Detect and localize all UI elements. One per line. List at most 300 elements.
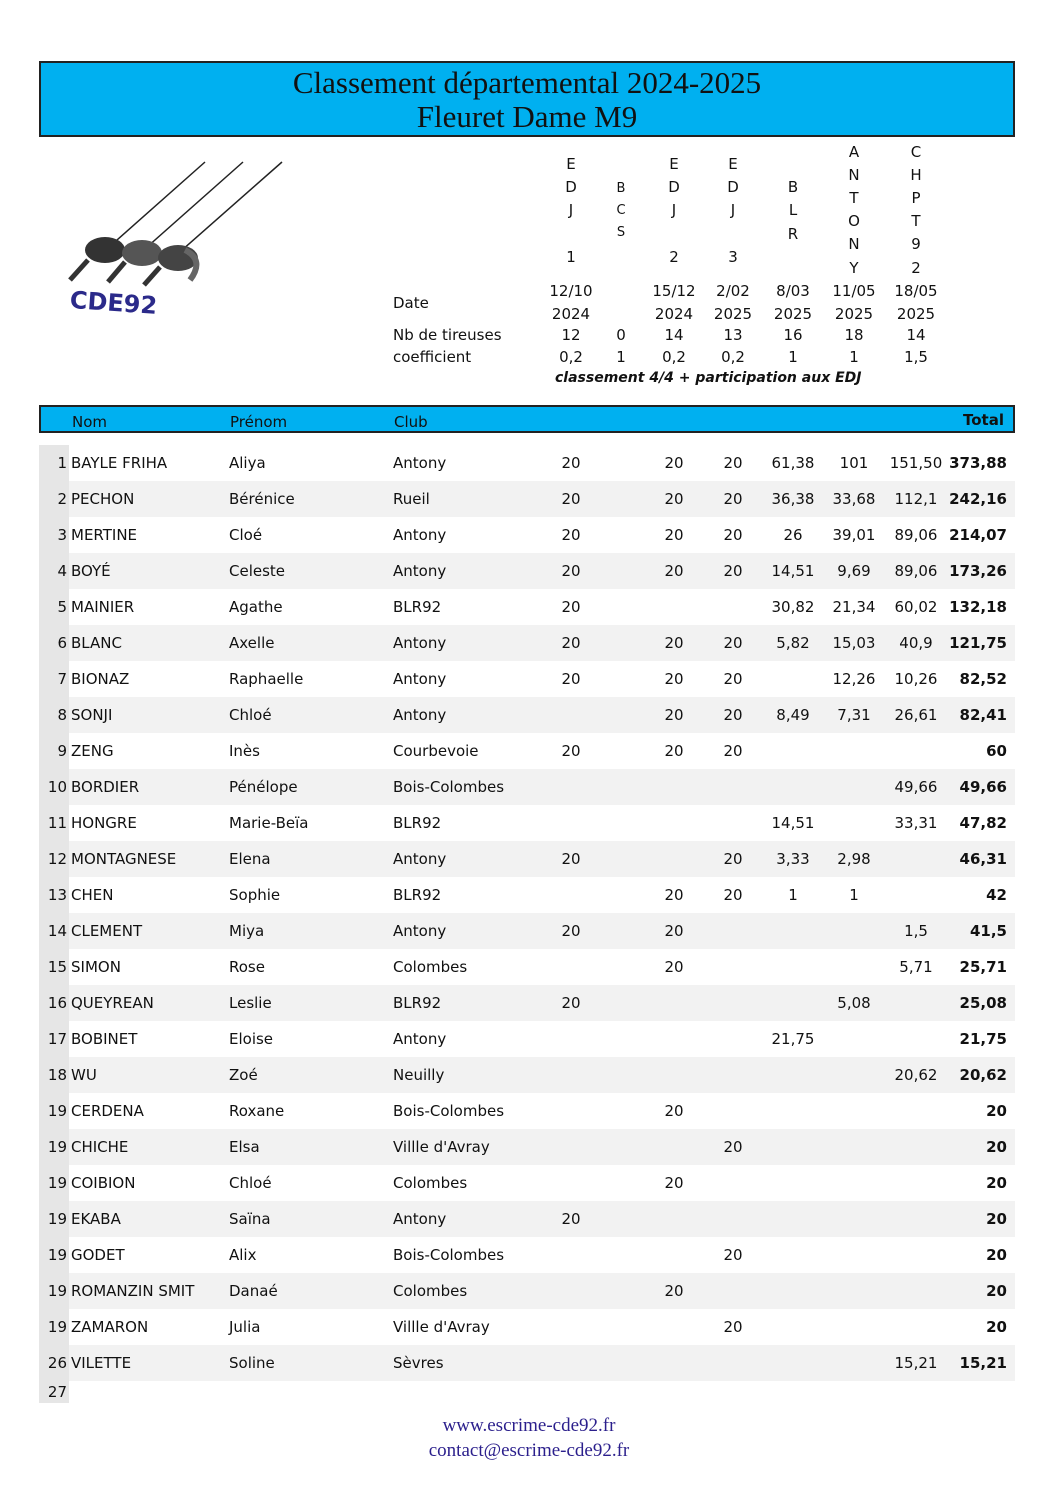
event-nb-tireuses: 14 bbox=[906, 326, 926, 344]
event-letter: Y bbox=[849, 259, 859, 277]
row-nom: QUEYREAN bbox=[71, 994, 154, 1012]
footer-email[interactable]: contact@escrime-cde92.fr bbox=[428, 1440, 630, 1461]
row-club: Antony bbox=[393, 670, 447, 688]
row-club: Colombes bbox=[393, 1282, 468, 1300]
event-letter: H bbox=[910, 166, 922, 184]
row-nom: WU bbox=[71, 1066, 97, 1084]
row-club: Antony bbox=[393, 850, 447, 868]
row-nom: ZENG bbox=[71, 742, 114, 760]
event-coefficient: 1 bbox=[849, 348, 859, 366]
event-nb-tireuses: 12 bbox=[561, 326, 581, 344]
row-score: 49,66 bbox=[894, 778, 938, 796]
row-nom: BOBINET bbox=[71, 1030, 138, 1048]
row-club: Antony bbox=[393, 706, 447, 724]
row-nom: ZAMARON bbox=[71, 1318, 149, 1336]
event-coefficient: 0,2 bbox=[559, 348, 583, 366]
row-club: Colombes bbox=[393, 958, 468, 976]
row-score: 20 bbox=[664, 886, 684, 904]
row-score: 20 bbox=[664, 706, 684, 724]
row-club: BLR92 bbox=[393, 886, 442, 904]
row-score: 5,71 bbox=[899, 958, 933, 976]
row-prenom: Chloé bbox=[229, 706, 272, 724]
row-club: Courbevoie bbox=[393, 742, 479, 760]
row-score: 20 bbox=[664, 958, 684, 976]
table-row bbox=[39, 877, 1015, 913]
row-score: 20 bbox=[664, 526, 684, 544]
row-score: 20 bbox=[664, 670, 684, 688]
row-score: 151,50 bbox=[889, 454, 943, 472]
table-row bbox=[39, 1021, 1015, 1057]
table-row bbox=[39, 553, 1015, 589]
row-nom: BORDIER bbox=[71, 778, 140, 796]
row-prenom: Eloise bbox=[229, 1030, 274, 1048]
event-letter: E bbox=[566, 155, 576, 173]
row-rank: 12 bbox=[39, 841, 69, 877]
event-letter: B bbox=[616, 181, 626, 196]
event-letter: B bbox=[787, 178, 799, 196]
row-club: BLR92 bbox=[393, 994, 442, 1012]
event-letter: D bbox=[565, 178, 577, 196]
footer-website[interactable]: www.escrime-cde92.fr bbox=[442, 1415, 616, 1436]
row-club: Antony bbox=[393, 454, 447, 472]
row-nom: CHEN bbox=[71, 886, 114, 904]
table-row bbox=[39, 445, 1015, 481]
row-score: 20 bbox=[723, 706, 743, 724]
row-total: 20 bbox=[986, 1318, 1007, 1336]
row-score: 2,98 bbox=[837, 850, 871, 868]
row-score: 61,38 bbox=[771, 454, 815, 472]
row-score: 20 bbox=[723, 1138, 743, 1156]
row-rank: 1 bbox=[39, 445, 69, 481]
row-score: 14,51 bbox=[771, 562, 815, 580]
row-club: Antony bbox=[393, 1210, 447, 1228]
coefficient-label: coefficient bbox=[393, 348, 472, 366]
row-score: 89,06 bbox=[894, 562, 938, 580]
row-rank: 19 bbox=[39, 1201, 69, 1237]
event-letter: 3 bbox=[728, 248, 738, 266]
row-score: 101 bbox=[839, 454, 869, 472]
table-row bbox=[39, 589, 1015, 625]
row-total: 214,07 bbox=[949, 526, 1007, 544]
row-score: 20 bbox=[723, 1246, 743, 1264]
row-club: Bois-Colombes bbox=[393, 1246, 505, 1264]
ranking-note: classement 4/4 + participation aux EDJ bbox=[555, 370, 862, 386]
row-club: Colombes bbox=[393, 1174, 468, 1192]
row-rank: 10 bbox=[39, 769, 69, 805]
event-year: 2025 bbox=[773, 305, 813, 323]
event-letter: E bbox=[728, 155, 738, 173]
table-row bbox=[39, 913, 1015, 949]
event-year: 2025 bbox=[713, 305, 753, 323]
row-prenom: Alix bbox=[229, 1246, 257, 1264]
event-date: 11/05 bbox=[832, 282, 876, 300]
row-club: Antony bbox=[393, 526, 447, 544]
row-prenom: Cloé bbox=[229, 526, 263, 544]
row-score: 36,38 bbox=[771, 490, 815, 508]
row-total: 132,18 bbox=[949, 598, 1007, 616]
row-total: 20 bbox=[986, 1246, 1007, 1264]
row-score: 20 bbox=[664, 634, 684, 652]
row-nom: MERTINE bbox=[71, 526, 138, 544]
row-prenom: Leslie bbox=[229, 994, 272, 1012]
row-nom: PECHON bbox=[71, 490, 135, 508]
row-score: 20 bbox=[664, 454, 684, 472]
row-prenom: Miya bbox=[229, 922, 265, 940]
row-total: 41,5 bbox=[969, 922, 1007, 940]
row-club: Antony bbox=[393, 562, 447, 580]
title-line1: Classement départemental 2024-2025 bbox=[292, 65, 762, 100]
date-label: Date bbox=[393, 294, 429, 312]
event-letter: D bbox=[668, 178, 680, 196]
row-score: 15,21 bbox=[894, 1354, 938, 1372]
table-row bbox=[39, 661, 1015, 697]
row-total: 46,31 bbox=[959, 850, 1007, 868]
row-prenom: Bérénice bbox=[229, 490, 295, 508]
event-year: 2025 bbox=[896, 305, 936, 323]
row-score: 30,82 bbox=[771, 598, 815, 616]
row-club: Sèvres bbox=[393, 1354, 444, 1372]
row-total: 15,21 bbox=[959, 1354, 1007, 1372]
row-score: 15,03 bbox=[832, 634, 876, 652]
event-coefficient: 0,2 bbox=[662, 348, 686, 366]
row-total: 20 bbox=[986, 1138, 1007, 1156]
table-row bbox=[39, 985, 1015, 1021]
event-letter: D bbox=[727, 178, 739, 196]
row-score: 20 bbox=[561, 562, 581, 580]
row-total: 20 bbox=[986, 1210, 1007, 1228]
event-letter: S bbox=[616, 225, 626, 240]
row-score: 3,33 bbox=[776, 850, 810, 868]
row-club: Neuilly bbox=[393, 1066, 445, 1084]
row-score: 20 bbox=[664, 1102, 684, 1120]
row-score: 20 bbox=[723, 634, 743, 652]
row-rank: 6 bbox=[39, 625, 69, 661]
row-club: Rueil bbox=[393, 490, 430, 508]
row-rank: 19 bbox=[39, 1129, 69, 1165]
row-score: 20 bbox=[723, 454, 743, 472]
row-total: 82,52 bbox=[959, 670, 1007, 688]
row-prenom: Saïna bbox=[229, 1210, 271, 1228]
row-rank: 11 bbox=[39, 805, 69, 841]
row-score: 20 bbox=[561, 922, 581, 940]
row-total: 60 bbox=[986, 742, 1007, 760]
table-row bbox=[39, 625, 1015, 661]
row-rank: 2 bbox=[39, 481, 69, 517]
footer bbox=[0, 1413, 1058, 1463]
row-rank: 17 bbox=[39, 1021, 69, 1057]
row-score: 20 bbox=[561, 634, 581, 652]
event-letter: 2 bbox=[669, 248, 679, 266]
row-prenom: Roxane bbox=[229, 1102, 285, 1120]
table-row bbox=[39, 481, 1015, 517]
row-total: 242,16 bbox=[949, 490, 1007, 508]
event-letter: C bbox=[910, 143, 922, 161]
row-prenom: Elsa bbox=[229, 1138, 260, 1156]
row-rank: 16 bbox=[39, 985, 69, 1021]
row-rank: 19 bbox=[39, 1237, 69, 1273]
event-nb-tireuses: 16 bbox=[783, 326, 803, 344]
row-prenom: Raphaelle bbox=[229, 670, 304, 688]
row-prenom: Aliya bbox=[229, 454, 266, 472]
event-letter: 2 bbox=[911, 259, 921, 277]
row-score: 5,82 bbox=[776, 634, 810, 652]
row-score: 20,62 bbox=[894, 1066, 938, 1084]
event-year: 2024 bbox=[654, 305, 694, 323]
row-prenom: Pénélope bbox=[229, 778, 298, 796]
row-score: 1 bbox=[788, 886, 798, 904]
row-score: 20 bbox=[561, 1210, 581, 1228]
event-year: 2024 bbox=[551, 305, 591, 323]
row-total: 20 bbox=[986, 1102, 1007, 1120]
row-total: 47,82 bbox=[959, 814, 1007, 832]
event-letter: A bbox=[848, 143, 860, 161]
row-score: 20 bbox=[664, 562, 684, 580]
row-club: BLR92 bbox=[393, 598, 442, 616]
event-letter: J bbox=[671, 201, 677, 219]
table-row bbox=[39, 733, 1015, 769]
row-prenom: Danaé bbox=[229, 1282, 278, 1300]
event-year: 2025 bbox=[834, 305, 874, 323]
header-total: Total bbox=[963, 411, 1004, 429]
nb-tireuses-label: Nb de tireuses bbox=[393, 326, 502, 344]
row-rank: 14 bbox=[39, 913, 69, 949]
row-nom: MAINIER bbox=[71, 598, 135, 616]
row-score: 112,1 bbox=[894, 490, 938, 508]
event-letter: O bbox=[848, 212, 860, 230]
row-score: 20 bbox=[561, 454, 581, 472]
row-rank: 19 bbox=[39, 1309, 69, 1345]
table-row bbox=[39, 1093, 1015, 1129]
row-score: 33,68 bbox=[832, 490, 876, 508]
table-row bbox=[39, 769, 1015, 805]
row-score: 20 bbox=[561, 850, 581, 868]
row-score: 20 bbox=[723, 526, 743, 544]
event-letter: N bbox=[848, 235, 860, 253]
table-row bbox=[39, 1057, 1015, 1093]
row-total: 49,66 bbox=[959, 778, 1007, 796]
table-row bbox=[39, 841, 1015, 877]
row-prenom: Soline bbox=[229, 1354, 275, 1372]
row-score: 20 bbox=[723, 886, 743, 904]
row-rank: 5 bbox=[39, 589, 69, 625]
row-prenom: Julia bbox=[229, 1318, 261, 1336]
row-score: 20 bbox=[561, 742, 581, 760]
row-total: 25,08 bbox=[959, 994, 1007, 1012]
row-prenom: Celeste bbox=[229, 562, 286, 580]
row-total: 20 bbox=[986, 1174, 1007, 1192]
event-coefficient: 0,2 bbox=[721, 348, 745, 366]
table-row bbox=[39, 1129, 1015, 1165]
row-club: Antony bbox=[393, 922, 447, 940]
event-letter: L bbox=[788, 201, 798, 219]
event-letter: N bbox=[848, 166, 860, 184]
event-letter: J bbox=[568, 201, 574, 219]
row-total: 173,26 bbox=[949, 562, 1007, 580]
row-score: 20 bbox=[723, 562, 743, 580]
event-letter: E bbox=[669, 155, 679, 173]
row-rank: 3 bbox=[39, 517, 69, 553]
row-score: 20 bbox=[664, 1174, 684, 1192]
row-rank: 13 bbox=[39, 877, 69, 913]
row-club: Bois-Colombes bbox=[393, 778, 505, 796]
row-total: 82,41 bbox=[959, 706, 1007, 724]
header-nom: Nom bbox=[72, 413, 108, 431]
row-score: 20 bbox=[723, 490, 743, 508]
row-prenom: Agathe bbox=[229, 598, 283, 616]
row-rank: 26 bbox=[39, 1345, 69, 1381]
row-score: 1,5 bbox=[904, 922, 928, 940]
row-rank: 19 bbox=[39, 1273, 69, 1309]
event-nb-tireuses: 13 bbox=[723, 326, 743, 344]
table-row bbox=[39, 1309, 1015, 1345]
logo-text: CDE92 bbox=[68, 285, 159, 320]
event-letter: C bbox=[616, 203, 626, 218]
row-score: 26,61 bbox=[894, 706, 938, 724]
row-score: 5,08 bbox=[837, 994, 871, 1012]
row-score: 20 bbox=[561, 598, 581, 616]
row-score: 40,9 bbox=[899, 634, 933, 652]
row-total: 373,88 bbox=[949, 454, 1007, 472]
row-nom: BOYÉ bbox=[71, 562, 111, 580]
fencing-logo-icon bbox=[60, 150, 300, 325]
row-total: 25,71 bbox=[959, 958, 1007, 976]
row-score: 21,34 bbox=[832, 598, 876, 616]
row-rank: 15 bbox=[39, 949, 69, 985]
row-prenom: Chloé bbox=[229, 1174, 272, 1192]
table-header bbox=[39, 405, 1015, 433]
event-date: 15/12 bbox=[652, 282, 696, 300]
row-score: 26 bbox=[783, 526, 803, 544]
table-row bbox=[39, 1165, 1015, 1201]
row-prenom: Elena bbox=[229, 850, 271, 868]
row-nom: CLEMENT bbox=[71, 922, 143, 940]
row-prenom: Sophie bbox=[229, 886, 281, 904]
row-club: Villle d'Avray bbox=[393, 1138, 490, 1156]
row-nom: SIMON bbox=[71, 958, 121, 976]
header-club: Club bbox=[394, 413, 428, 431]
row-total: 121,75 bbox=[949, 634, 1007, 652]
row-nom: ROMANZIN SMIT bbox=[71, 1282, 195, 1300]
row-score: 20 bbox=[561, 490, 581, 508]
table-row bbox=[39, 805, 1015, 841]
event-nb-tireuses: 14 bbox=[664, 326, 684, 344]
row-score: 33,31 bbox=[894, 814, 938, 832]
row-rank: 8 bbox=[39, 697, 69, 733]
row-score: 60,02 bbox=[894, 598, 938, 616]
row-total: 42 bbox=[986, 886, 1007, 904]
event-date: 18/05 bbox=[894, 282, 938, 300]
row-score: 1 bbox=[849, 886, 859, 904]
row-rank: 9 bbox=[39, 733, 69, 769]
row-nom: MONTAGNESE bbox=[71, 850, 177, 868]
row-score: 8,49 bbox=[776, 706, 810, 724]
row-nom: COIBION bbox=[71, 1174, 136, 1192]
event-letter: J bbox=[730, 201, 736, 219]
row-score: 21,75 bbox=[771, 1030, 815, 1048]
row-score: 20 bbox=[723, 670, 743, 688]
row-prenom: Zoé bbox=[229, 1066, 258, 1084]
row-total: 20,62 bbox=[959, 1066, 1007, 1084]
event-letter: P bbox=[911, 189, 921, 207]
table-row bbox=[39, 1201, 1015, 1237]
event-date: 8/03 bbox=[776, 282, 810, 300]
row-total: 21,75 bbox=[959, 1030, 1007, 1048]
row-nom: SONJI bbox=[71, 706, 113, 724]
event-letter: R bbox=[787, 225, 799, 243]
row-prenom: Axelle bbox=[229, 634, 275, 652]
event-letter: 9 bbox=[911, 235, 921, 253]
event-coefficient: 1 bbox=[616, 348, 626, 366]
table-row bbox=[39, 949, 1015, 985]
event-letter: T bbox=[849, 189, 859, 207]
row-prenom: Rose bbox=[229, 958, 265, 976]
row-nom: BLANC bbox=[71, 634, 122, 652]
table-row bbox=[39, 697, 1015, 733]
row-score: 89,06 bbox=[894, 526, 938, 544]
row-score: 20 bbox=[561, 670, 581, 688]
event-coefficient: 1,5 bbox=[904, 348, 928, 366]
row-nom: EKABA bbox=[71, 1210, 121, 1228]
table-row bbox=[39, 1345, 1015, 1381]
title-line2: Fleuret Dame M9 bbox=[416, 99, 638, 134]
row-score: 20 bbox=[723, 742, 743, 760]
row-score: 20 bbox=[561, 526, 581, 544]
row-nom: HONGRE bbox=[71, 814, 137, 832]
header-prenom: Prénom bbox=[230, 413, 288, 431]
row-score: 20 bbox=[723, 850, 743, 868]
row-score: 20 bbox=[561, 994, 581, 1012]
event-coefficient: 1 bbox=[788, 348, 798, 366]
row-score: 20 bbox=[664, 922, 684, 940]
row-nom: VILETTE bbox=[71, 1354, 132, 1372]
row-nom: CHICHE bbox=[71, 1138, 129, 1156]
row-nom: GODET bbox=[71, 1246, 125, 1264]
row-club: Antony bbox=[393, 1030, 447, 1048]
row-score: 10,26 bbox=[894, 670, 938, 688]
event-nb-tireuses: 18 bbox=[844, 326, 864, 344]
row-rank: 19 bbox=[39, 1093, 69, 1129]
row-club: BLR92 bbox=[393, 814, 442, 832]
event-nb-tireuses: 0 bbox=[616, 326, 626, 344]
event-date: 2/02 bbox=[716, 282, 750, 300]
row-total: 20 bbox=[986, 1282, 1007, 1300]
event-letter: T bbox=[911, 212, 921, 230]
row-club: Villle d'Avray bbox=[393, 1318, 490, 1336]
title-banner bbox=[39, 61, 1015, 137]
row-score: 14,51 bbox=[771, 814, 815, 832]
row-prenom: Marie-Beïa bbox=[229, 814, 309, 832]
row-score: 12,26 bbox=[832, 670, 876, 688]
row-score: 9,69 bbox=[837, 562, 871, 580]
row-score: 20 bbox=[664, 742, 684, 760]
row-nom: CERDENA bbox=[71, 1102, 144, 1120]
table-row bbox=[39, 1237, 1015, 1273]
row-score: 7,31 bbox=[837, 706, 871, 724]
event-date: 12/10 bbox=[549, 282, 593, 300]
table-row bbox=[39, 1273, 1015, 1309]
row-nom: BIONAZ bbox=[71, 670, 130, 688]
table-row bbox=[39, 1381, 1015, 1403]
row-score: 20 bbox=[664, 490, 684, 508]
row-rank: 4 bbox=[39, 553, 69, 589]
table-row bbox=[39, 517, 1015, 553]
row-club: Bois-Colombes bbox=[393, 1102, 505, 1120]
row-prenom: Inès bbox=[229, 742, 260, 760]
row-rank: 27 bbox=[39, 1381, 69, 1403]
row-club: Antony bbox=[393, 634, 447, 652]
event-letter: 1 bbox=[566, 248, 576, 266]
row-rank: 7 bbox=[39, 661, 69, 697]
